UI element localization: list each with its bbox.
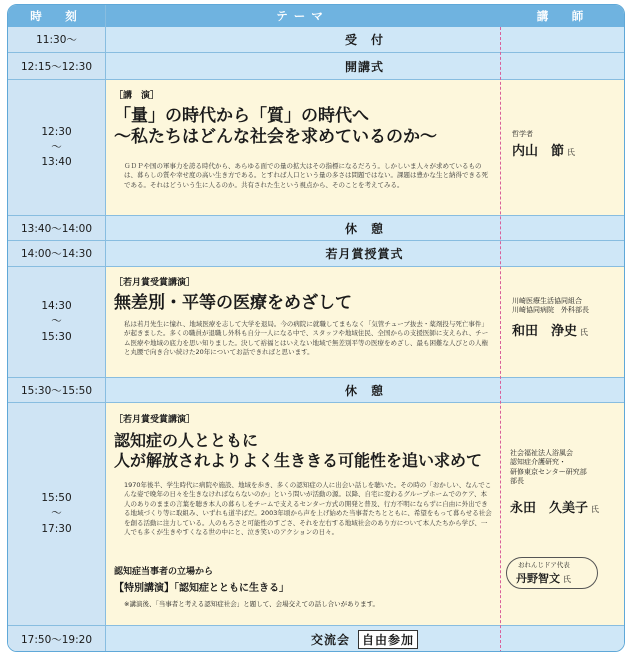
speaker-name: 和田 浄史 氏 <box>512 324 589 339</box>
speaker-name: 永田 久美子 氏 <box>510 501 600 516</box>
session-tag: ［若月賞受賞講演］ <box>114 415 196 425</box>
table-header <box>8 5 624 27</box>
time-column-divider <box>105 5 106 651</box>
time-cell: 11:30〜 <box>8 27 105 52</box>
lecture-title: 「量」の時代から「質」の時代へ 〜私たちはどんな社会を求めているのか〜 <box>114 106 437 148</box>
lecture-title: 認知症の人とともに 人が解放されよりよく生ききる可能性を追い求めて <box>114 431 483 470</box>
row-label: 休 憩 <box>344 383 384 398</box>
speaker-affiliation: 川崎医療生活協同組合 川崎協同病院 外科部長 <box>512 297 589 315</box>
special-lecture-title: 【特別講演】「認知症とともに生きる」 <box>114 583 289 594</box>
header-time: 時 刻 <box>30 9 83 23</box>
row-label: 受 付 <box>344 33 384 47</box>
header-theme: テーマ <box>276 9 329 23</box>
row-reception <box>8 27 624 52</box>
row-award <box>8 241 624 266</box>
row-break-2 <box>8 378 624 402</box>
time-cell: 15:30〜15:50 <box>8 378 105 402</box>
row-label: 開講式 <box>344 59 384 74</box>
row-lecture-2 <box>8 267 624 377</box>
speaker-column-divider <box>500 27 501 652</box>
time-cell: 14:30 〜 15:30 <box>8 267 105 377</box>
free-participation-badge: 自由参加 <box>358 630 418 649</box>
time-cell: 12:15〜12:30 <box>8 53 105 79</box>
row-opening <box>8 53 624 79</box>
time-cell: 14:00〜14:30 <box>8 241 105 266</box>
time-cell: 17:50〜19:20 <box>8 626 105 652</box>
lecture-title: 無差別・平等の医療をめざして <box>114 293 352 313</box>
row-social <box>8 626 624 652</box>
special-speaker-affiliation: おれんじドア代表 <box>518 561 570 569</box>
lecture-abstract: ＧＤＰや国の軍事力を誇る時代から、あらゆる面での量の拡大はその指標になるだろう。しかしいま人々が求めているものは、暮らしの質や幸せ度の高い生き方である。とすれば人口という量の多さは問題ではない。課題は豊かな生と納得できる死である。それはどういう生に人るのか。共有された生という視点から、そのことを考えてみる。 <box>124 162 488 189</box>
time-cell: 15:50 〜 17:30 <box>8 403 105 625</box>
special-sub-heading: 認知症当事者の立場から <box>114 567 214 577</box>
speaker-name: 内山 節 氏 <box>512 144 576 159</box>
lecture-abstract: 1970年後半、学生時代に病院や施設、地域を歩き、多くの認知症の人に出会い話しを聴いた。その時の「おかしい、なんでこんな姿で晩年の日々を生きなければならないのか」という問いが活動の源。以降、自宅に変わるグループホームでのケア、本人のありのままの言葉を聴き本人の暮らしをチームで支えるセンター方式の開発と普及、行方不明にならずに自由に外出できる地域づくり等に取組み、いずれも道半ばだ。2003年頃から声を上げ始めた当事者たちとともに、希望をもって暮らせる社会を創る活動に注力している。人のもろさと可能性のすごさ、それを左右する地域社会のあり方について本人たちから学び、一人でも多くが生きやすくなる世の中にと、泣き笑いのアクションの日々。 <box>124 481 492 537</box>
row-label: 休 憩 <box>344 221 384 236</box>
row-label: 交流会 自由参加 <box>105 626 624 652</box>
row-lecture-3 <box>8 403 624 625</box>
speaker-affiliation: 哲学者 <box>512 130 533 138</box>
lecture-abstract: 私は若月先生に憧れ、地域医療を志して大学を退局。今の病院に就職してまもなく「気管チューブ抜去・薬剤投与死亡事件」が起きました。多くの職員が退職し外科も自分一人になる中で、スタッフや地域住民、全国からの支援医師に支えられ、チーム医療や地域の底力を思い知りました。決して裕福とはいえない地域で無差別平等の医療をめざし、最も困難な人びとの人権と丸腰で向き合い続けた20年についてお話できればと思います。 <box>124 320 489 357</box>
row-lecture-1 <box>8 80 624 215</box>
row-label: 若月賞授賞式 <box>325 247 404 261</box>
schedule-table <box>7 4 625 652</box>
special-speaker-name: 丹野智文 氏 <box>516 572 571 585</box>
special-note: ※講演後、「当事者と考える認知症社会」と題して、会場交えての話し合いがあります。 <box>124 600 380 608</box>
time-cell: 13:40〜14:00 <box>8 216 105 240</box>
header-speaker: 講 師 <box>536 9 590 23</box>
session-tag: ［若月賞受賞講演］ <box>114 278 196 288</box>
session-tag: ［講 演］ <box>114 91 160 101</box>
time-cell: 12:30 〜 13:40 <box>8 80 105 215</box>
speaker-affiliation: 社会福祉法人浴風会 認知症介護研究・ 研修東京センター研究部 部長 <box>510 449 587 486</box>
row-break-1 <box>8 216 624 240</box>
